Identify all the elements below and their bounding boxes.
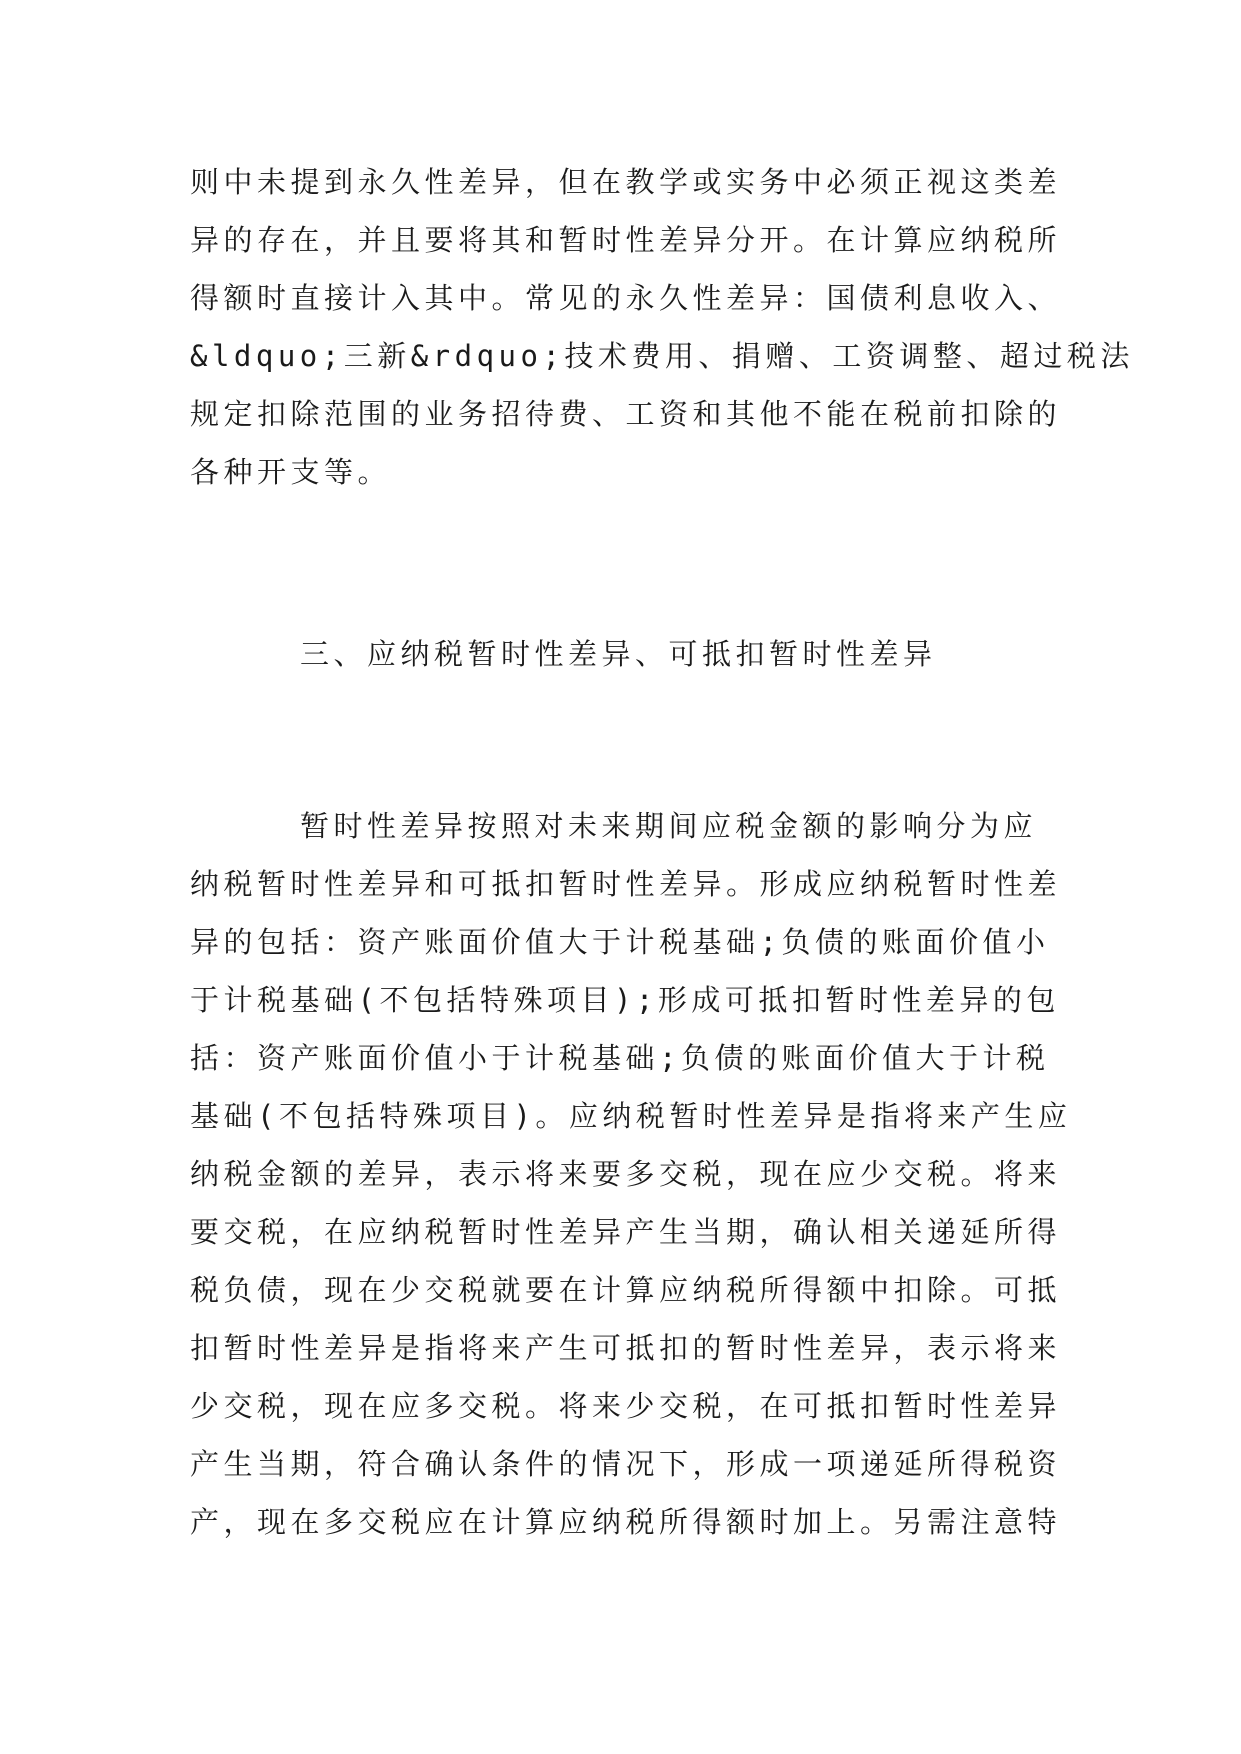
paragraph-2-line-10: 扣暂时性差异是指将来产生可抵扣的暂时性差异，表示将来 bbox=[190, 1331, 1062, 1365]
paragraph-2-line-3: 异的包括：资产账面价值大于计税基础;负债的账面价值小 bbox=[190, 925, 1050, 959]
section-heading: 三、应纳税暂时性差异、可抵扣暂时性差异 bbox=[300, 637, 937, 671]
paragraph-2-line-2: 纳税暂时性差异和可抵扣暂时性差异。形成应纳税暂时性差 bbox=[190, 867, 1062, 901]
paragraph-2-line-8: 要交税，在应纳税暂时性差异产生当期，确认相关递延所得 bbox=[190, 1215, 1062, 1249]
paragraph-2-line-7: 纳税金额的差异，表示将来要多交税，现在应少交税。将来 bbox=[190, 1157, 1062, 1191]
paragraph-2-line-5: 括：资产账面价值小于计税基础;负债的账面价值大于计税 bbox=[190, 1041, 1050, 1075]
paragraph-2-line-13: 产，现在多交税应在计算应纳税所得额时加上。另需注意特 bbox=[190, 1505, 1062, 1539]
paragraph-1-line-5: 规定扣除范围的业务招待费、工资和其他不能在税前扣除的 bbox=[190, 397, 1062, 431]
paragraph-1-line-1: 则中未提到永久性差异，但在教学或实务中必须正视这类差 bbox=[190, 165, 1062, 199]
paragraph-1-line-3: 得额时直接计入其中。常见的永久性差异：国债利息收入、 bbox=[190, 281, 1062, 315]
paragraph-1-line-6: 各种开支等。 bbox=[190, 455, 392, 489]
paragraph-2-line-4: 于计税基础(不包括特殊项目);形成可抵扣暂时性差异的包 bbox=[190, 983, 1060, 1017]
paragraph-2-line-6: 基础(不包括特殊项目)。应纳税暂时性差异是指将来产生应 bbox=[190, 1099, 1072, 1133]
paragraph-1-line-4: &ldquo;三新&rdquo;技术费用、捐赠、工资调整、超过税法 bbox=[190, 339, 1134, 373]
paragraph-1-line-2: 异的存在，并且要将其和暂时性差异分开。在计算应纳税所 bbox=[190, 223, 1062, 257]
paragraph-2-line-11: 少交税，现在应多交税。将来少交税，在可抵扣暂时性差异 bbox=[190, 1389, 1062, 1423]
paragraph-2-line-9: 税负债，现在少交税就要在计算应纳税所得额中扣除。可抵 bbox=[190, 1273, 1062, 1307]
paragraph-2-line-12: 产生当期，符合确认条件的情况下，形成一项递延所得税资 bbox=[190, 1447, 1062, 1481]
paragraph-2-line-1: 暂时性差异按照对未来期间应税金额的影响分为应 bbox=[300, 809, 1038, 843]
